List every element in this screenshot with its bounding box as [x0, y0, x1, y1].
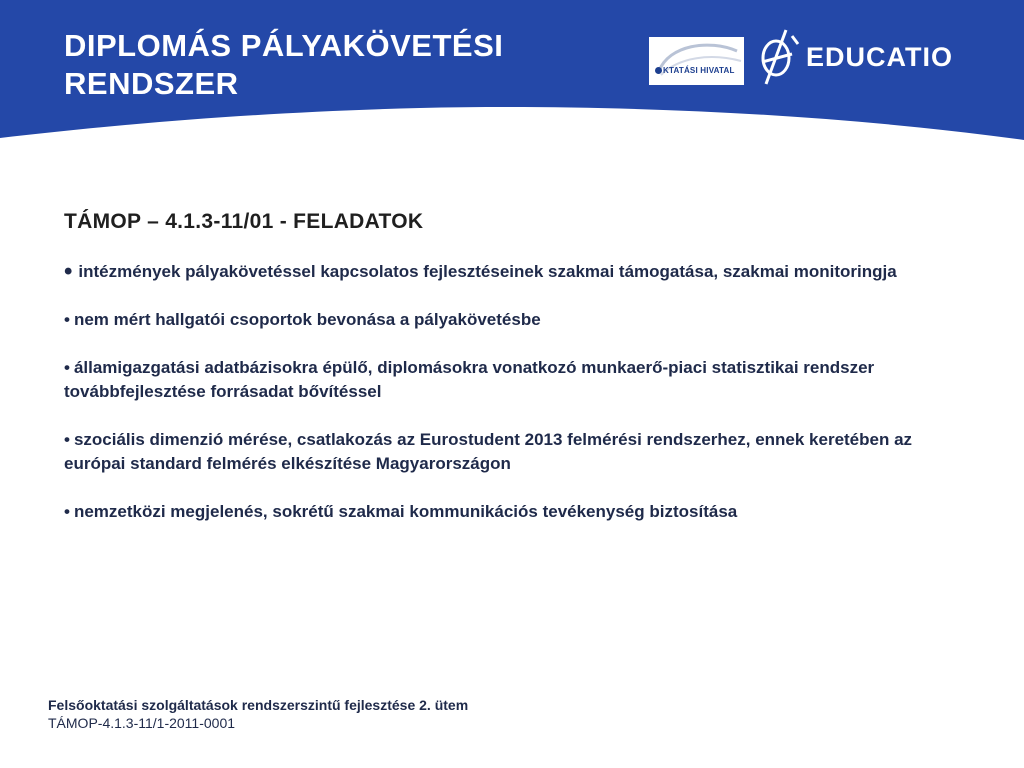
list-item-text: nem mért hallgatói csoportok bevonása a pályakövetésbe: [73, 310, 541, 329]
task-list: [64, 260, 964, 524]
bullet-icon: •: [64, 358, 70, 377]
logo-right-text: EDUCATIO: [806, 42, 953, 72]
list-item: [64, 428, 964, 476]
list-item: [64, 500, 964, 524]
list-item: [64, 308, 964, 332]
logo-left-text: KTATÁSI HIVATAL: [663, 66, 735, 75]
slide-title-line2: RENDSZER: [64, 66, 239, 101]
bullet-icon: •: [64, 502, 70, 521]
list-item-text: nemzetközi megjelenés, sokrétű szakmai kommunikációs tevékenység biztosítása: [73, 502, 738, 521]
footer: [48, 696, 468, 732]
bullet-icon: •: [64, 310, 70, 329]
list-item: [64, 260, 964, 284]
header-banner: [0, 0, 1024, 140]
bullet-icon: •: [64, 258, 73, 285]
oktatasi-hivatal-logo: [649, 37, 744, 85]
section-subtitle: TÁMOP – 4.1.3-11/01 - FELADATOK: [64, 210, 424, 233]
logo-dot-icon: [655, 67, 662, 74]
slide-title-line1: DIPLOMÁS PÁLYAKÖVETÉSI: [64, 28, 504, 63]
list-item: [64, 356, 964, 404]
list-item-text: államigazgatási adatbázisokra épülő, diplomásokra vonatkozó munkaerő-piaci statisztikai rendszer továbbfejlesztése forrásadat bővítéssel: [64, 358, 875, 401]
list-item-text: szociális dimenzió mérése, csatlakozás az Eurostudent 2013 felmérési rendszerhez, ennek keretében az európai standard felmérés elkészítése Magyarországon: [64, 430, 913, 473]
slide-content: [64, 210, 964, 548]
slide-title: [64, 27, 503, 103]
list-item-text: intézmények pályakövetéssel kapcsolatos fejlesztéseinek szakmai támogatása, szakmai monitoringja: [78, 262, 897, 281]
footer-project-title: Felsőoktatási szolgáltatások rendszerszintű fejlesztése 2. ütem: [48, 697, 469, 713]
swoosh-icon: [649, 37, 744, 85]
footer-project-code: TÁMOP-4.1.3-11/1-2011-0001: [48, 715, 236, 731]
bullet-icon: •: [64, 430, 70, 449]
educatio-emblem-icon: [752, 28, 806, 88]
educatio-logo: [752, 28, 972, 88]
